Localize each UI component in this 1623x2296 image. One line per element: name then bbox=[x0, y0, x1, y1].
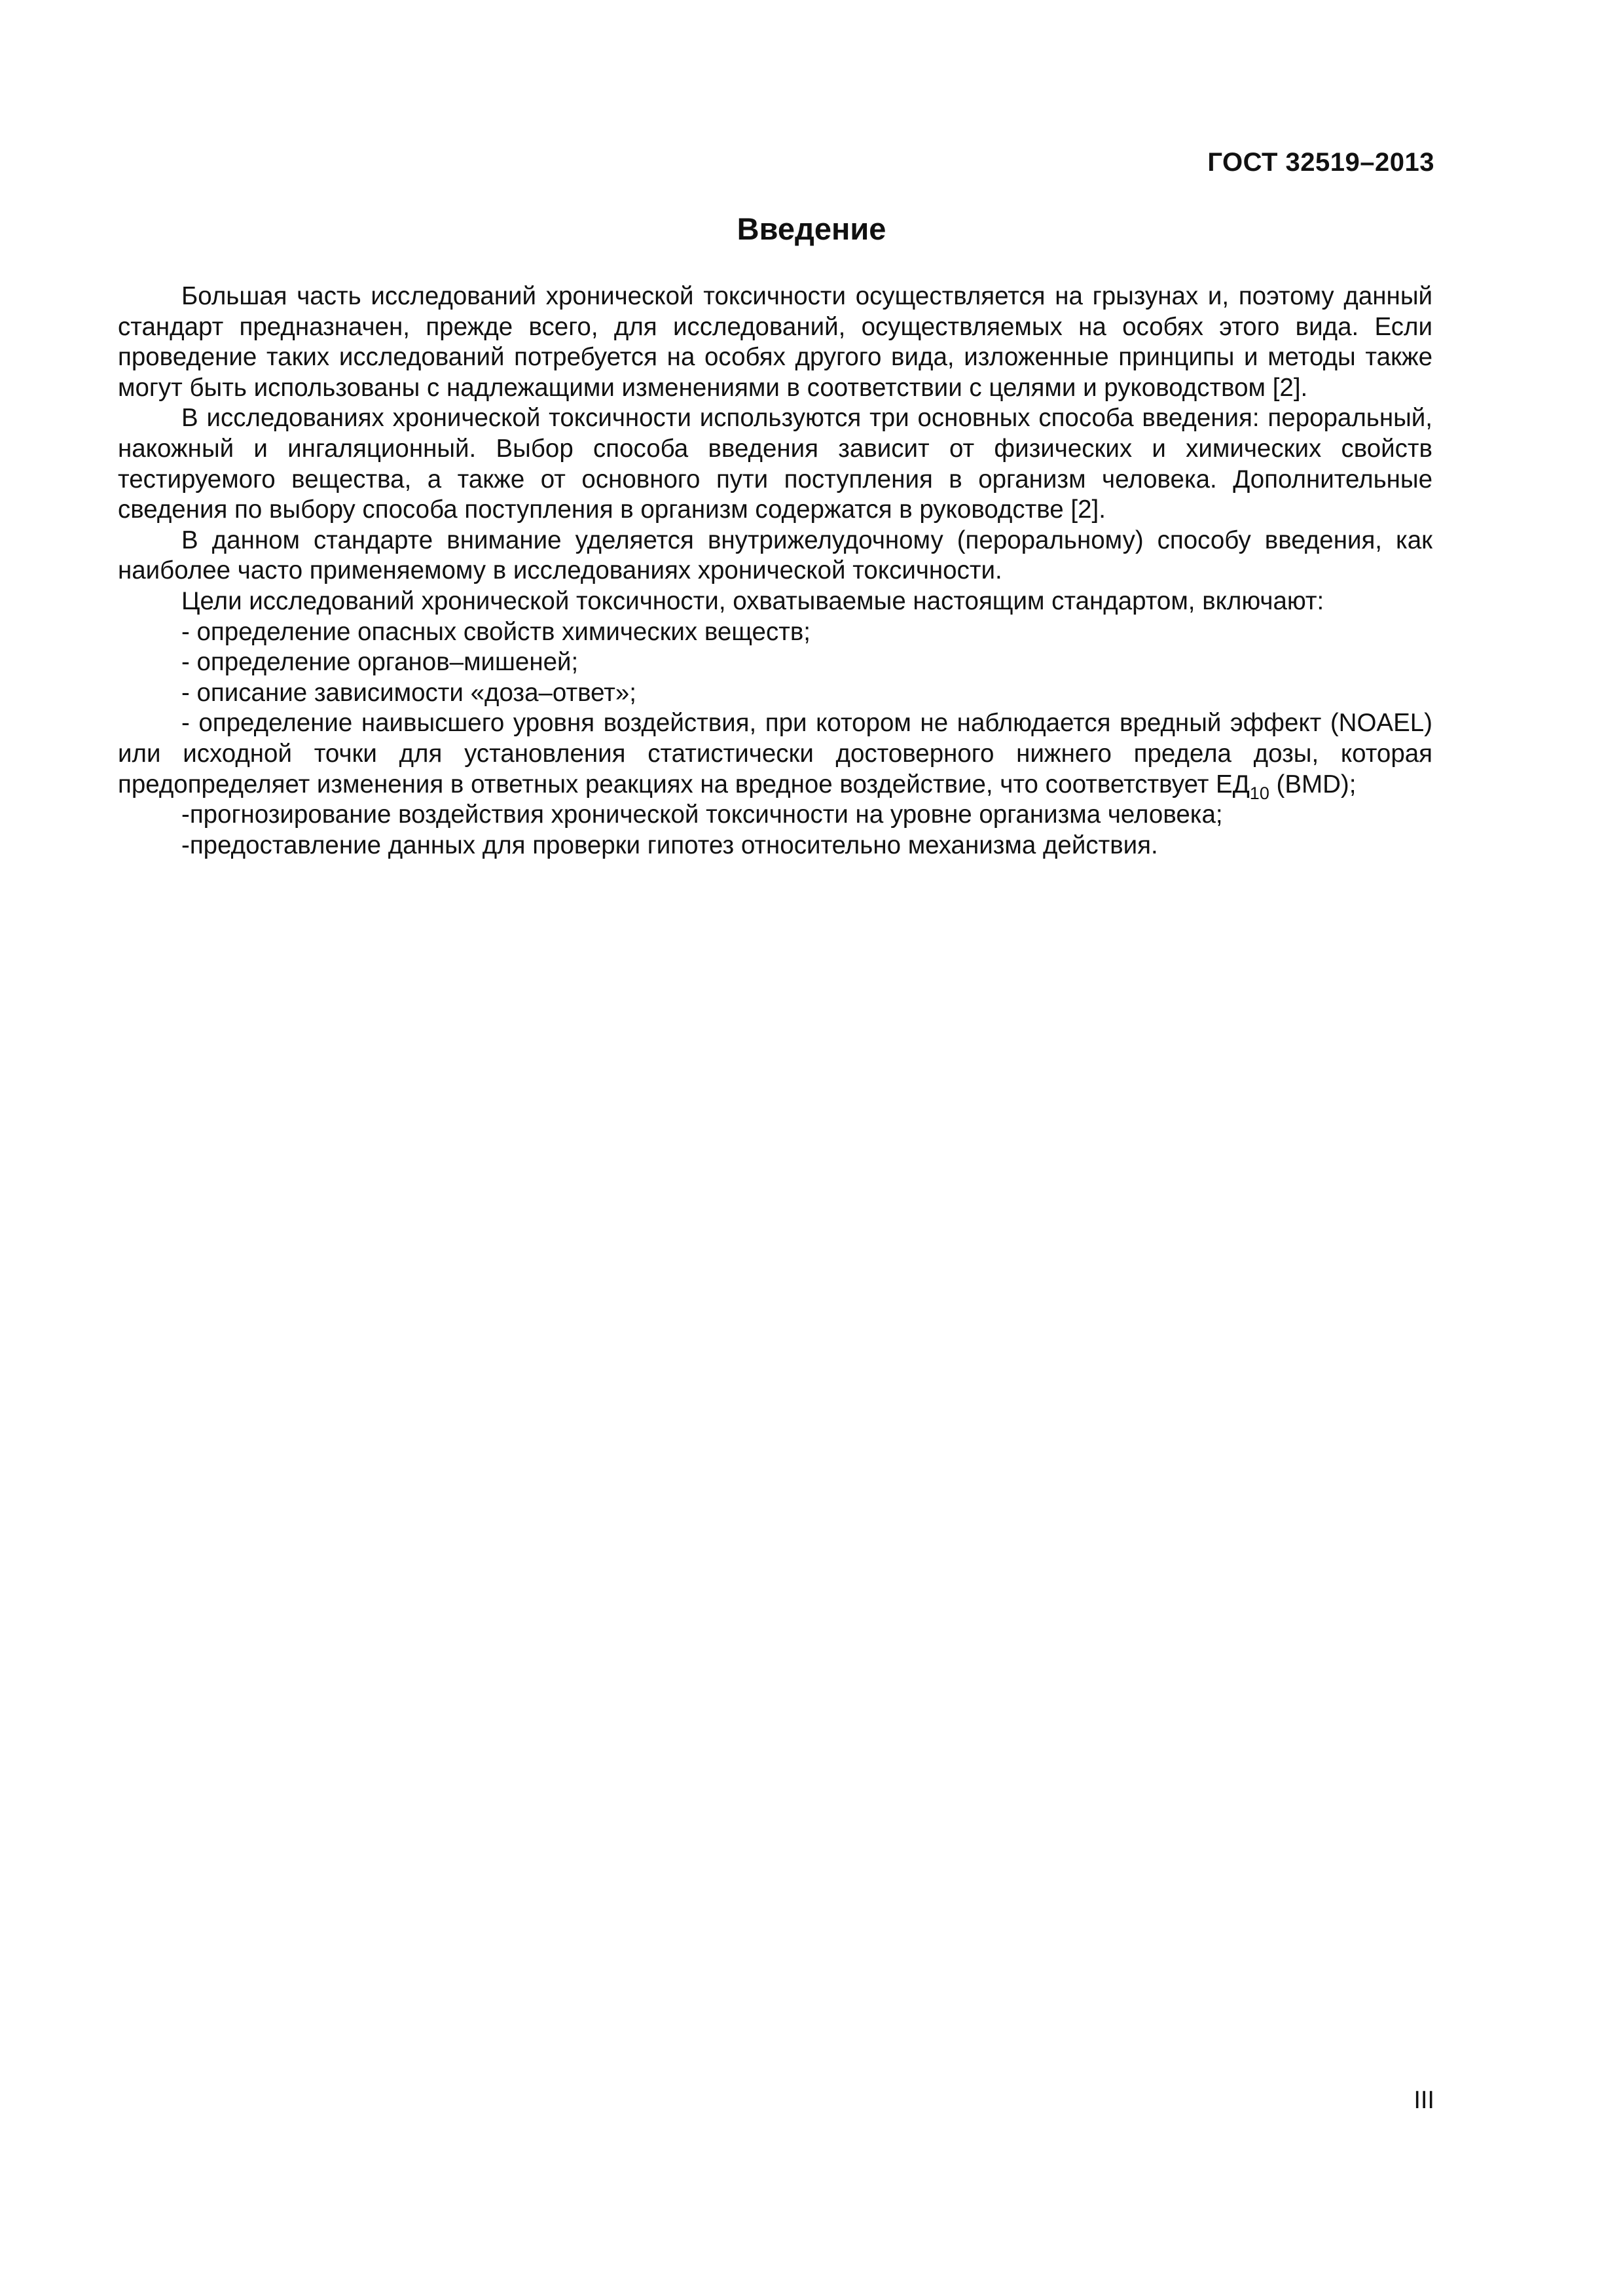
goal-item-noael-text: - определение наивысшего уровня воздействия, при котором не наблюдается вредный эффект (NOAEL) или исходной точки для установления статистически достоверного нижнего предела дозы, которая предопределяет изменения в ответных реакциях на вредное воздействие, что соответствует ЕД bbox=[118, 709, 1432, 798]
paragraph-routes: В исследованиях хронической токсичности используются три основных способа введения: пероральный, накожный и ингаляционный. Выбор способа введения зависит от физических и химических свойств тестируемого вещества, а также от основного пути поступления в организм человека. Дополнительные сведения по выбору способа поступления в организм содержатся в руководстве [2]. bbox=[118, 404, 1432, 524]
section-title: Введение bbox=[737, 211, 886, 246]
goal-item-noael bbox=[118, 708, 1432, 803]
goal-item-dose-response: - описание зависимости «доза–ответ»; bbox=[181, 678, 636, 707]
ed-subscript: 10 bbox=[1249, 783, 1269, 803]
goal-item-forecasting: -прогнозирование воздействия хронической токсичности на уровне организма человека; bbox=[181, 800, 1223, 829]
goal-item-mechanism-data: -предоставление данных для проверки гипотез относительно механизма действия. bbox=[181, 831, 1158, 859]
paragraph-oral-route: В данном стандарте внимание уделяется внутрижелудочному (пероральному) способу введения, как наиболее часто применяемому в исследованиях хронической токсичности. bbox=[118, 526, 1432, 585]
goal-item-noael-tail: (BMD); bbox=[1269, 770, 1357, 798]
paragraph-rodents: Большая часть исследований хронической токсичности осуществляется на грызунах и, поэтому данный стандарт предназначен, прежде всего, для исследований, осуществляемых на особях этого вида. Если проведение таких исследований потребуется на особях другого вида, изложенные принципы и методы также могут быть использованы с надлежащими изменениями в соответствии с целями и руководством [2]. bbox=[118, 282, 1432, 402]
goal-item-target-organs: - определение органов–мишеней; bbox=[181, 648, 579, 677]
goal-item-hazards: - определение опасных свойств химических веществ; bbox=[181, 617, 811, 646]
document-code: ГОСТ 32519–2013 bbox=[1207, 148, 1434, 177]
paragraph-goals-intro: Цели исследований хронической токсичности, охватываемые настоящим стандартом, включают: bbox=[181, 586, 1324, 615]
section-body bbox=[118, 281, 1432, 861]
page-number: III bbox=[1413, 2087, 1434, 2114]
